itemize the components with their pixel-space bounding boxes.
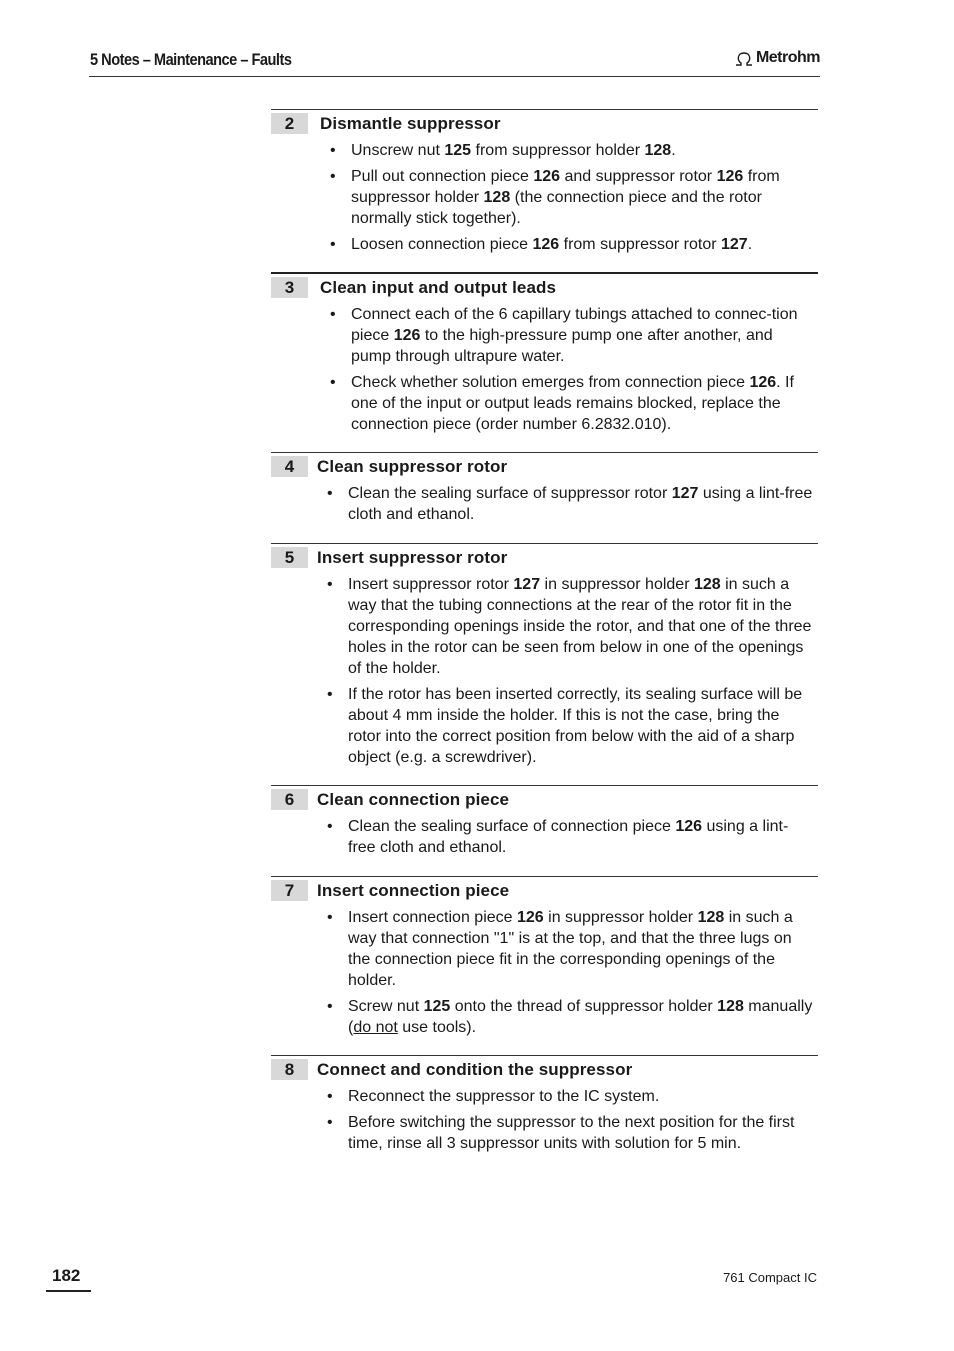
product-name: 761 Compact IC xyxy=(723,1270,817,1285)
step-bullets xyxy=(348,574,814,773)
step-number: 8 xyxy=(271,1059,308,1080)
step-title: Dismantle suppressor xyxy=(320,114,501,133)
step-number: 4 xyxy=(271,456,308,477)
step-bullets xyxy=(351,304,816,440)
step-number: 3 xyxy=(271,277,308,298)
bullet-text: from suppressor holder xyxy=(471,142,645,159)
bullet-text: from suppressor holder xyxy=(351,168,780,206)
bullet-text: in such a way that the tubing connections at the rear of the rotor fit in the corresponding openings inside the rotor, and that one of the three holes in the rotor can be seen from below in one of the openings of the holder. xyxy=(348,576,812,677)
page-header xyxy=(89,48,820,77)
bullet-item xyxy=(348,574,814,679)
bullet-item xyxy=(351,372,816,435)
bullet-text: Check whether solution emerges from connection piece xyxy=(351,374,750,391)
bullet-item xyxy=(348,684,814,768)
bullet-item xyxy=(351,234,816,255)
bullet-text: (the connection piece and the rotor normally stick together). xyxy=(351,189,762,227)
part-reference: 127 xyxy=(671,485,699,502)
part-reference: 128 xyxy=(717,998,744,1015)
step-section xyxy=(271,452,818,541)
bullet-item xyxy=(351,140,816,161)
bullet-text: Insert connection piece xyxy=(348,909,517,926)
part-reference: 126 xyxy=(532,236,560,253)
bullet-text: using a lint-free cloth and ethanol. xyxy=(348,818,789,856)
part-reference: 126 xyxy=(675,818,703,835)
bullet-text: Before switching the suppressor to the next position for the first time, rinse all 3 suppressor units with solution for 5 min. xyxy=(348,1114,795,1152)
step-bullets xyxy=(348,1086,814,1159)
step-section xyxy=(271,272,818,449)
bullet-text: Screw nut xyxy=(348,998,424,1015)
part-reference: 126 xyxy=(716,168,744,185)
bullet-text: Clean the sealing surface of suppressor rotor xyxy=(348,485,672,502)
step-bullets xyxy=(348,816,813,863)
bullet-text: Loosen connection piece xyxy=(351,236,533,253)
bullet-text: . xyxy=(747,236,753,253)
bullet-text: Insert suppressor rotor xyxy=(348,576,514,593)
step-title: Clean input and output leads xyxy=(320,278,557,297)
bullet-text: use tools). xyxy=(397,1019,477,1036)
part-reference: 128 xyxy=(697,909,725,926)
bullet-text: in suppressor holder xyxy=(540,576,694,593)
bullet-text: Pull out connection piece xyxy=(351,168,534,185)
bullet-item xyxy=(348,483,813,525)
bullet-text: Clean the sealing surface of connection piece xyxy=(348,818,676,835)
bullet-item xyxy=(348,996,818,1038)
bullet-item xyxy=(351,304,816,367)
bullet-text: onto the thread of suppressor holder xyxy=(450,998,718,1015)
page-number: 182 xyxy=(52,1266,81,1285)
bullet-text: manually ( xyxy=(348,998,813,1036)
step-number: 6 xyxy=(271,789,308,810)
bullet-text: and suppressor rotor xyxy=(560,168,717,185)
footer-rule xyxy=(46,1290,91,1292)
step-bullets xyxy=(348,483,813,530)
emphasis-text: do not xyxy=(353,1019,398,1036)
step-title: Insert connection piece xyxy=(317,881,510,900)
step-section xyxy=(271,1055,818,1166)
bullet-text: . If one of the input or output leads remains blocked, replace the connection piece (order number 6.2832.010). xyxy=(351,374,794,433)
part-reference: 126 xyxy=(533,168,561,185)
bullet-text: Unscrew nut xyxy=(351,142,445,159)
bullet-item xyxy=(351,166,816,229)
step-number: 2 xyxy=(271,113,308,134)
bullet-item xyxy=(348,1112,814,1154)
step-title: Clean connection piece xyxy=(317,790,510,809)
bullet-item xyxy=(348,1086,814,1107)
step-section xyxy=(271,543,818,784)
brand-name: Metrohm xyxy=(755,49,820,66)
part-reference: 126 xyxy=(393,327,421,344)
part-reference: 125 xyxy=(423,998,451,1015)
part-reference: 128 xyxy=(644,142,672,159)
step-number: 7 xyxy=(271,880,308,901)
step-title: Insert suppressor rotor xyxy=(317,548,508,567)
bullet-text: If the rotor has been inserted correctly, its sealing surface will be about 4 mm inside the holder. If this is not the case, bring the rotor into the correct position from below with the aid of a sharp object (e.g. a screwdriver). xyxy=(348,686,803,766)
part-reference: 128 xyxy=(483,189,511,206)
bullet-text: Reconnect the suppressor to the IC system. xyxy=(348,1088,660,1105)
bullet-text: in such a way that connection "1" is at the top, and that the three lugs on the connection piece fit in the corresponding openings of the holder. xyxy=(348,909,793,989)
bullet-text: in suppressor holder xyxy=(543,909,698,926)
step-section xyxy=(271,109,818,270)
part-reference: 125 xyxy=(444,142,472,159)
step-section xyxy=(271,876,818,1052)
omega-icon xyxy=(734,50,754,66)
part-reference: 128 xyxy=(693,576,721,593)
bullet-text: Connect each of the 6 capillary tubings attached to connec-tion piece xyxy=(351,306,798,344)
part-reference: 126 xyxy=(749,374,777,391)
bullet-item xyxy=(348,816,813,858)
bullet-text: using a lint-free cloth and ethanol. xyxy=(348,485,813,523)
brand-logo xyxy=(734,49,820,67)
step-title: Connect and condition the suppressor xyxy=(317,1060,633,1079)
bullet-text: . xyxy=(671,142,676,159)
bullet-text: to the high-pressure pump one after another, and pump through ultrapure water. xyxy=(351,327,773,365)
part-reference: 127 xyxy=(721,236,748,253)
part-reference: 127 xyxy=(513,576,541,593)
step-bullets xyxy=(351,140,816,260)
bullet-item xyxy=(348,907,818,991)
step-bullets xyxy=(348,907,818,1043)
part-reference: 126 xyxy=(517,909,544,926)
bullet-text: from suppressor rotor xyxy=(559,236,721,253)
step-number: 5 xyxy=(271,547,308,568)
chapter-title: 5 Notes – Maintenance – Faults xyxy=(90,50,292,69)
step-title: Clean suppressor rotor xyxy=(317,457,508,476)
step-section xyxy=(271,785,818,874)
